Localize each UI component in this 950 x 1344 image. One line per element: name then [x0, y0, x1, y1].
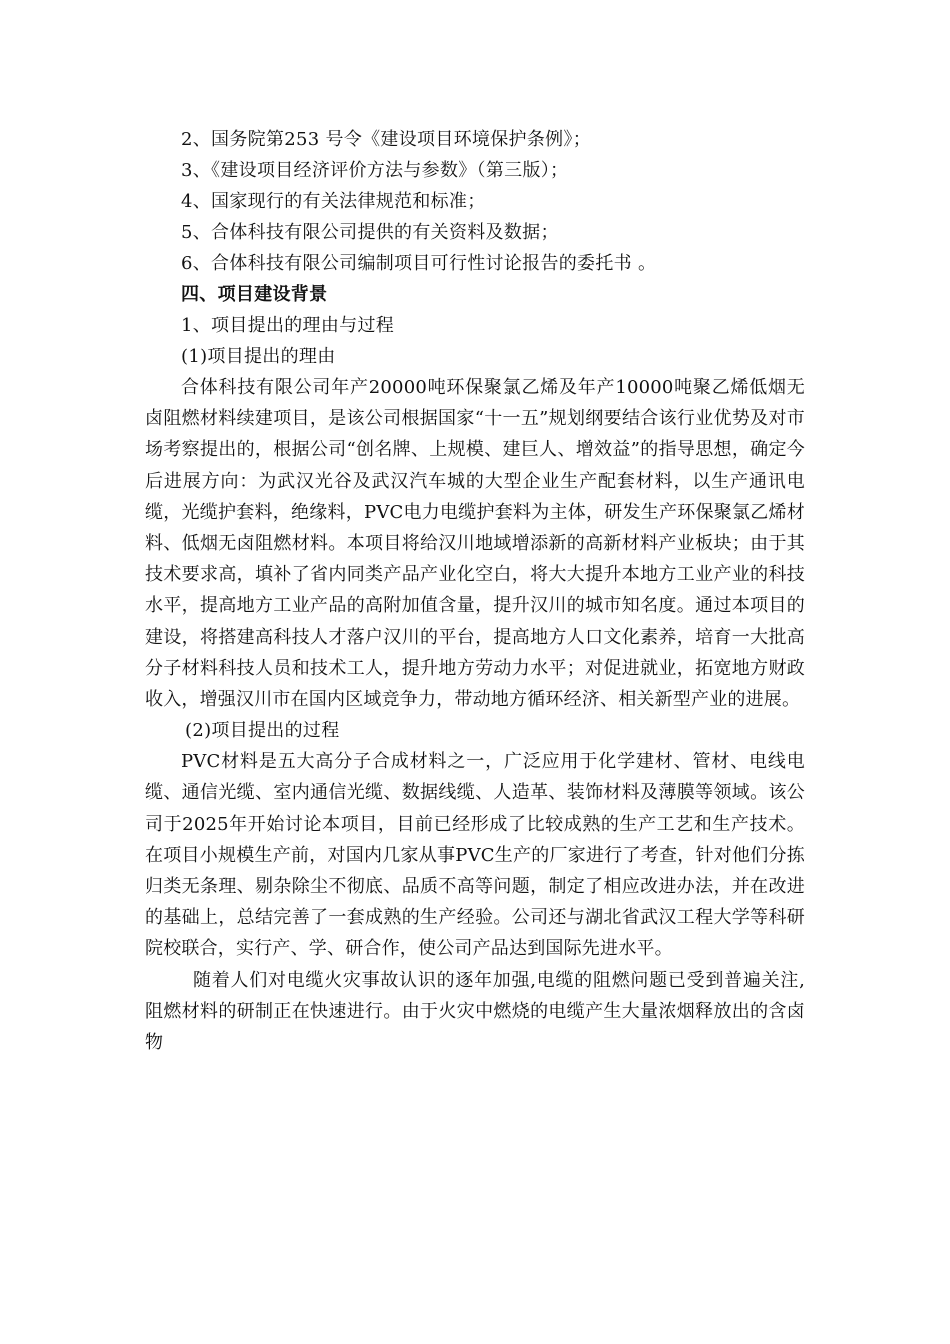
process-heading: (2)项目提出的过程 [185, 720, 340, 742]
document-body [145, 124, 805, 1058]
list-item: 5、合体科技有限公司提供的有关资料及数据； [181, 222, 559, 243]
process-paragraph: PVC材料是五大高分子合成材料之一，广泛应用于化学建材、管材、电线电缆、通信光缆、室内通信光缆、数据线缆、人造革、装饰材料及薄膜等领域。该公司于2025年开始讨论本项目，目前已经形成了比较成熟的生产工艺和生产技术。在项目小规模生产前，对国内几家从事PVC生产的厂家进行了考查，针对他们分拣归类无条理、剔杂除尘不彻底、品质不高等问题，制定了相应改进办法，并在改进的基础上，总结完善了一套成熟的生产经验。公司还与湖北省武汉工程大学等科研院校联合，实行产、学、研合作，使公司产品达到国际先进水平。 [145, 751, 805, 960]
list-item: 6、合体科技有限公司编制项目可行性讨论报告的委托书 。 [181, 253, 657, 274]
list-item: 2、国务院第253 号令《建设项目环境保护条例》； [181, 129, 592, 150]
subsection-heading: 1、项目提出的理由与过程 [181, 315, 395, 336]
reason-paragraph: 合体科技有限公司年产20000吨环保聚氯乙烯及年产10000吨聚乙烯低烟无卤阻燃材料续建项目，是该公司根据国家“十一五”规划纲要结合该行业优势及对市场考察提出的，根据公司“创名牌、上规模、建巨人、增效益”的指导思想，确定今后进展方向：为武汉光谷及武汉汽车城的大型企业生产配套材料，以生产通讯电缆，光缆护套料，绝缘料，PVC电力电缆护套料为主体，研发生产环保聚氯乙烯材料、低烟无卤阻燃材料。本项目将给汉川地域增添新的高新材料产业板块；由于其技术要求高，填补了省内同类产品产业化空白，将大大提升本地方工业产业的科技水平，提高地方工业产品的高附加值含量，提升汉川的城市知名度。通过本项目的建设，将搭建高科技人才落户汉川的平台，提高地方人口文化素养，培育一大批高分子材料科技人员和技术工人，提升地方劳动力水平；对促进就业，拓宽地方财政收入，增强汉川市在国内区域竞争力，带动地方循环经济、相关新型产业的进展。 [145, 377, 805, 711]
fire-paragraph: 随着人们对电缆火灾事故认识的逐年加强,电缆的阻燃问题已受到普遍关注,阻燃材料的研制正在快速进行。由于火灾中燃烧的电缆产生大量浓烟释放出的含卤物 [145, 969, 805, 1054]
list-item: 4、国家现行的有关法律规范和标准； [181, 191, 486, 212]
section-heading: 四、项目建设背景 [181, 284, 328, 305]
reason-heading: (1)项目提出的理由 [181, 346, 336, 367]
list-item: 3、《建设项目经济评价方法与参数》（第三版）； [181, 160, 569, 181]
